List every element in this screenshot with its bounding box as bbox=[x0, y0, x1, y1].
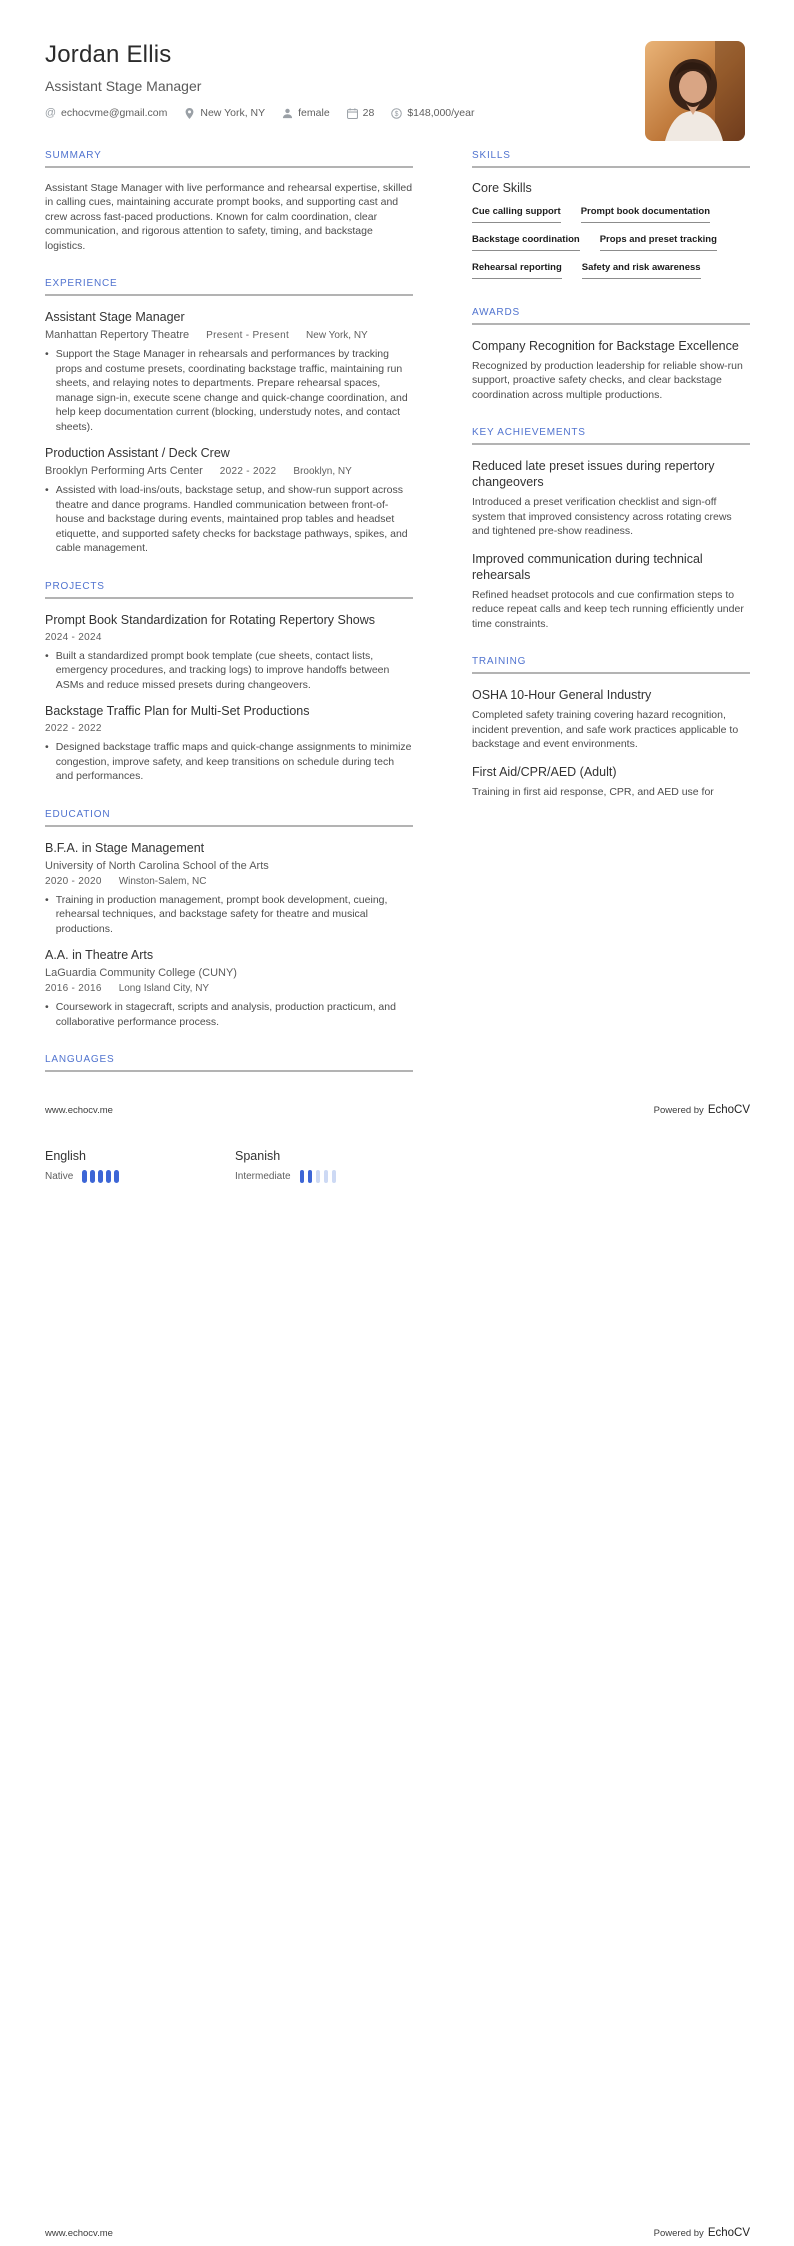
project-dates: 2024 - 2024 bbox=[45, 631, 102, 643]
experience-bullet-text: Support the Stage Manager in rehearsals and performances by tracking props and costume presets, coordinating backstage traffic, maintaining run sheets, and relaying notes to departments. Prepare rehearsal spaces, manage sign-in, execute scene change and quick-change coordination, and help keep documentation current (blocking, understudy notes, and contact sheets). bbox=[55, 348, 408, 433]
education-location: Long Island City, NY bbox=[118, 983, 210, 995]
language-level-label: Native bbox=[45, 1171, 74, 1182]
section-projects bbox=[45, 581, 413, 784]
money-icon bbox=[391, 108, 402, 119]
left-column bbox=[45, 150, 413, 1072]
project-bullet bbox=[45, 649, 413, 692]
education-bullet-text: Coursework in stagecraft, scripts and analysis, production practicum, and collaborative performance process. bbox=[55, 1001, 396, 1028]
section-title-projects: PROJECTS bbox=[45, 581, 413, 599]
brand-name: EchoCV bbox=[707, 2227, 750, 2239]
experience-title: Production Assistant / Deck Crew bbox=[45, 446, 230, 461]
location-pin-icon bbox=[184, 108, 195, 119]
achievement-title: Improved communication during technical rehearsals bbox=[472, 551, 703, 582]
section-training bbox=[472, 656, 750, 799]
resume-header bbox=[0, 0, 794, 119]
contact-gender bbox=[282, 107, 330, 119]
contact-gender-text: female bbox=[298, 107, 330, 119]
bullet-dot: • bbox=[45, 1001, 49, 1014]
bullet-dot: • bbox=[45, 741, 49, 754]
section-title-languages: LANGUAGES bbox=[45, 1054, 413, 1072]
section-title-education: EDUCATION bbox=[45, 809, 413, 827]
section-title-awards: AWARDS bbox=[472, 307, 750, 325]
contact-age-text: 28 bbox=[362, 107, 375, 119]
education-dates: 2016 - 2016 bbox=[45, 983, 102, 995]
contact-salary bbox=[391, 107, 474, 119]
section-key-achievements bbox=[472, 427, 750, 631]
person-job-title: Assistant Stage Manager bbox=[45, 78, 202, 94]
experience-entry bbox=[45, 309, 413, 434]
skill-tag: Props and preset tracking bbox=[600, 234, 717, 251]
award-entry bbox=[472, 338, 750, 402]
experience-location: Brooklyn, NY bbox=[293, 466, 352, 478]
education-entry bbox=[45, 947, 413, 1029]
experience-meta bbox=[45, 329, 413, 341]
experience-bullet bbox=[45, 483, 413, 555]
profile-photo bbox=[645, 41, 745, 141]
education-entry bbox=[45, 840, 413, 936]
powered-by bbox=[654, 1104, 750, 1116]
training-description: Training in first aid response, CPR, and AED use for bbox=[472, 785, 714, 798]
section-education bbox=[45, 809, 413, 1029]
section-awards bbox=[472, 307, 750, 402]
experience-dates: Present - Present bbox=[206, 330, 290, 342]
summary-text: Assistant Stage Manager with live performance and rehearsal expertise, skilled in calling cues, maintaining accurate prompt books, and supporting cast and crew across fast-paced productions. Known for calm coordination, clear communication, and rigorous attention to safety, timing, and backstage logistics. bbox=[45, 182, 413, 252]
education-bullet-text: Training in production management, prompt book development, cueing, rehearsal techniques, and backstage safety for theatre and musical productions. bbox=[55, 893, 388, 935]
project-title: Backstage Traffic Plan for Multi-Set Productions bbox=[45, 704, 310, 719]
language-level-bars bbox=[82, 1170, 119, 1183]
experience-location: New York, NY bbox=[306, 330, 368, 342]
contact-email bbox=[45, 107, 167, 119]
contact-salary-text: $148,000/year bbox=[407, 107, 475, 119]
powered-by-label: Powered by bbox=[653, 2228, 704, 2239]
education-bullet bbox=[45, 893, 413, 936]
website-link[interactable]: www.echocv.me bbox=[45, 1105, 113, 1116]
bullet-dot: • bbox=[45, 484, 49, 497]
project-bullet-text: Built a standardized prompt book template (cue sheets, contact lists, emergency procedures, and tracking logs) to improve handoffs between ASMs and reduce missed presets during changeovers. bbox=[55, 649, 390, 691]
education-bullet bbox=[45, 1000, 413, 1029]
brand-name: EchoCV bbox=[707, 1104, 750, 1116]
language-entry bbox=[45, 1149, 235, 1183]
project-meta bbox=[45, 632, 413, 643]
experience-title: Assistant Stage Manager bbox=[45, 310, 185, 325]
education-dates: 2020 - 2020 bbox=[45, 875, 102, 887]
project-dates: 2022 - 2022 bbox=[45, 723, 102, 735]
training-title: First Aid/CPR/AED (Adult) bbox=[472, 764, 617, 779]
project-meta bbox=[45, 723, 413, 734]
person-name: Jordan Ellis bbox=[45, 41, 172, 68]
achievement-description: Introduced a preset verification checklist and sign-off system that improved consistency across rotating crews and tightened pre-show readiness. bbox=[472, 496, 732, 538]
contact-age bbox=[347, 107, 375, 119]
training-description: Completed safety training covering hazard recognition, incident prevention, and safe work practices applicable to backstage and event environments. bbox=[472, 709, 739, 751]
powered-by-label: Powered by bbox=[653, 1105, 704, 1116]
experience-bullet bbox=[45, 347, 413, 434]
person-icon bbox=[282, 108, 293, 119]
language-level-label: Intermediate bbox=[235, 1171, 291, 1182]
award-description: Recognized by production leadership for reliable show-run support, proactive safety checks, and clear backstage coordination across multiple productions. bbox=[472, 360, 743, 401]
contact-email-text: echocvme@gmail.com bbox=[61, 107, 168, 119]
achievement-entry bbox=[472, 458, 750, 538]
training-title: OSHA 10-Hour General Industry bbox=[472, 688, 652, 703]
section-skills bbox=[472, 150, 750, 279]
achievement-description: Refined headset protocols and cue confirmation steps to reduce repeat calls and keep tech running efficiently under time constraints. bbox=[472, 588, 744, 630]
education-meta bbox=[45, 876, 413, 887]
training-entry bbox=[472, 764, 750, 799]
education-location: Winston-Salem, NC bbox=[118, 875, 207, 887]
experience-company: Manhattan Repertory Theatre bbox=[45, 329, 190, 342]
contact-location bbox=[184, 107, 265, 119]
achievement-title: Reduced late preset issues during repertory changeovers bbox=[472, 459, 715, 490]
language-row bbox=[235, 1170, 425, 1183]
powered-by bbox=[654, 2227, 750, 2239]
page-footer bbox=[45, 1104, 750, 1116]
bullet-dot: • bbox=[45, 649, 49, 662]
education-meta bbox=[45, 983, 413, 994]
skill-tag: Safety and risk awareness bbox=[582, 262, 701, 279]
project-entry bbox=[45, 612, 413, 692]
section-summary bbox=[45, 150, 413, 253]
page-footer bbox=[45, 2227, 750, 2239]
training-entry bbox=[472, 687, 750, 751]
achievement-entry bbox=[472, 551, 750, 631]
website-link[interactable]: www.echocv.me bbox=[45, 2228, 113, 2239]
experience-meta bbox=[45, 465, 413, 477]
section-experience bbox=[45, 278, 413, 555]
experience-company: Brooklyn Performing Arts Center bbox=[45, 465, 203, 478]
email-icon: @ bbox=[44, 106, 57, 119]
education-degree: A.A. in Theatre Arts bbox=[45, 948, 154, 963]
education-degree: B.F.A. in Stage Management bbox=[45, 840, 205, 855]
resume-body bbox=[0, 150, 794, 1072]
education-school: LaGuardia Community College (CUNY) bbox=[45, 967, 237, 980]
skill-tag: Cue calling support bbox=[472, 206, 561, 223]
bullet-dot: • bbox=[45, 893, 49, 906]
section-title-key-achievements: KEY ACHIEVEMENTS bbox=[472, 427, 750, 445]
skills-group-title: Core Skills bbox=[472, 181, 532, 195]
skill-tag: Prompt book documentation bbox=[581, 206, 710, 223]
languages-list bbox=[0, 1123, 794, 1183]
section-title-training: TRAINING bbox=[472, 656, 750, 674]
section-title-skills: SKILLS bbox=[472, 150, 750, 168]
right-column bbox=[472, 150, 750, 1072]
education-school: University of North Carolina School of the Arts bbox=[45, 859, 269, 872]
page-2 bbox=[0, 1123, 794, 2246]
calendar-icon bbox=[347, 108, 358, 119]
project-bullet bbox=[45, 740, 413, 783]
experience-bullet-text: Assisted with load-ins/outs, backstage setup, and show-run support across theatre and dance programs. Handled communication between front-of-house and backstage during events, maintained prop tables and headset etiquette, and supported safety checks for backstage pathways, spikes, and cable management. bbox=[55, 484, 408, 555]
language-row bbox=[45, 1170, 235, 1183]
language-name: Spanish bbox=[235, 1149, 281, 1163]
language-level-bars bbox=[300, 1170, 337, 1183]
bullet-dot: • bbox=[45, 348, 49, 361]
experience-dates: 2022 - 2022 bbox=[219, 466, 277, 478]
skill-tag: Rehearsal reporting bbox=[472, 262, 562, 279]
project-bullet-text: Designed backstage traffic maps and quick-change assignments to minimize congestion, improve safety, and keep transitions on schedule during tech and performances. bbox=[55, 741, 412, 783]
skills-tag-list bbox=[472, 206, 750, 279]
experience-entry bbox=[45, 445, 413, 555]
section-languages bbox=[45, 1054, 413, 1072]
project-title: Prompt Book Standardization for Rotating Repertory Shows bbox=[45, 612, 376, 627]
contact-location-text: New York, NY bbox=[200, 107, 266, 119]
skill-tag: Backstage coordination bbox=[472, 234, 580, 251]
language-entry bbox=[235, 1149, 425, 1183]
language-name: English bbox=[45, 1149, 86, 1163]
award-title: Company Recognition for Backstage Excellence bbox=[472, 339, 739, 353]
section-title-summary: SUMMARY bbox=[45, 150, 413, 168]
project-entry bbox=[45, 703, 413, 783]
svg-text:$: $ bbox=[394, 110, 399, 118]
section-title-experience: EXPERIENCE bbox=[45, 278, 413, 296]
